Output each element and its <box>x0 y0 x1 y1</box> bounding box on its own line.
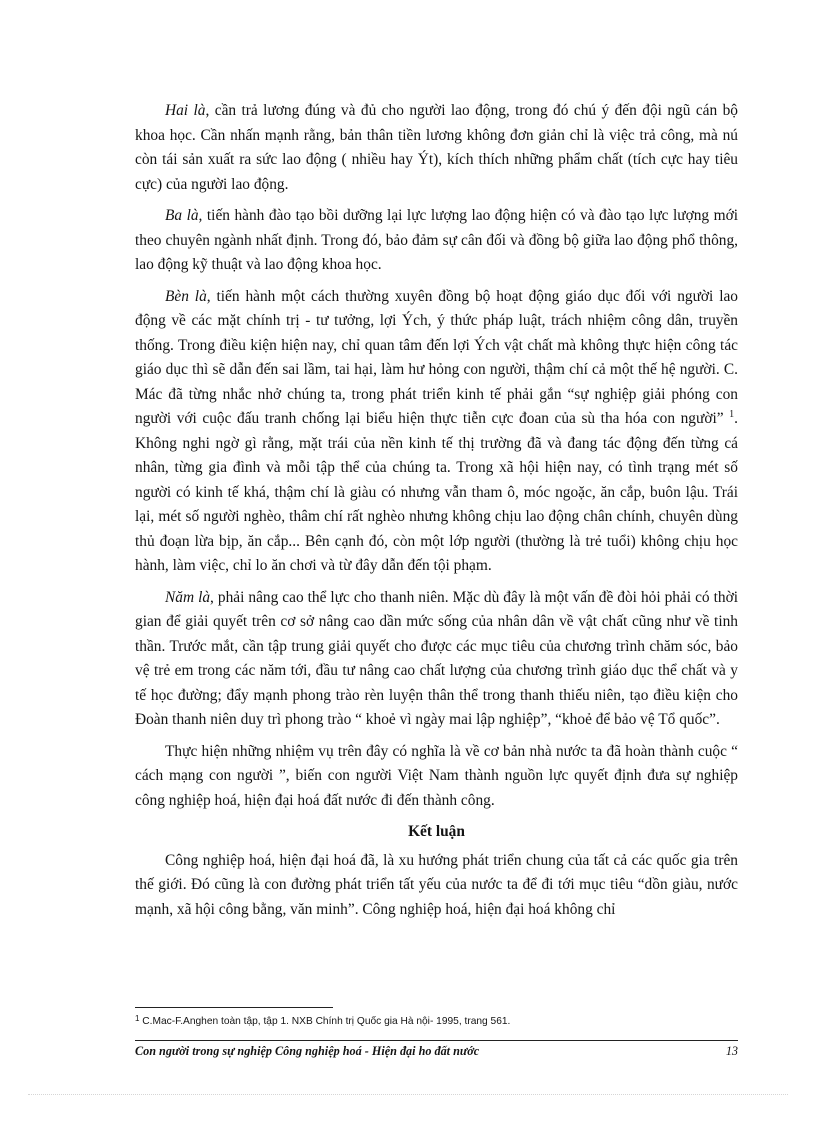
footnote-text: C.Mac-F.Anghen toàn tập, tập 1. NXB Chính trị Quốc gia Hà nội- 1995, trang 561. <box>139 1016 511 1027</box>
paragraph-text: . Không nghi ngờ gì rằng, mặt trái của nền kinh tế thị trường đã và đang tác động đến từng cá nhân, từng gia đình và mỗi tập thể của chúng ta. Trong xã hội hiện nay, có tình trạng mét số người có kinh tế khá, thậm chí là giàu có nhưng vẫn tham ô, móc ngoặc, ăn cắp, buôn lậu. Trái lại, mét số người nghèo, thâm chí rất nghèo nhưng không chịu lao động chân chính, chuyên dùng thủ đoạn lừa bịp, ăn cắp... Bên cạnh đó, còn một lớp người (thường là trẻ tuổi) không chịu học hành, làm việc, chỉ lo ăn chơi và từ đây dẫn đến tội phạm. <box>135 410 738 574</box>
paragraph-nam-la <box>135 586 738 733</box>
paragraph-ba-la <box>135 204 738 278</box>
paragraph-hai-la <box>135 99 738 197</box>
page-number: 13 <box>725 1044 738 1058</box>
footer-divider <box>135 1040 738 1041</box>
paragraph-conclusion <box>135 849 738 923</box>
footnote-marker: 1 <box>135 1014 140 1023</box>
paragraph-lead: Hai là <box>165 102 206 119</box>
section-heading: Kết luận <box>408 823 465 840</box>
page-bottom-border <box>28 1094 788 1095</box>
paragraph-text: Thực hiện những nhiệm vụ trên đây có nghĩa là về cơ bản nhà nước ta đã hoàn thành cuộc “ cách mạng con người ”, biến con người Việt Nam thành nguồn lực quyết định đưa sự nghiệp công nghiệp hoá, hiện đại hoá đất nước đi đến thành công. <box>135 742 738 809</box>
footer-title: Con người trong sự nghiệp Công nghiệp hoá - Hiện đại ho đất nước <box>135 1044 480 1058</box>
paragraph-text: tiến hành đào tạo bồi dưỡng lại lực lượng lao động hiện có và đào tạo lực lượng mới theo chuyên ngành nhất định. Trong đó, bảo đảm sự cân đối và đồng bộ giữa lao động phổ thông, lao động kỹ thuật và lao động khoa học. <box>135 207 738 273</box>
paragraph-thuc-hien <box>135 740 738 814</box>
paragraph-lead: Năm là <box>165 588 211 606</box>
footnote-separator <box>135 1007 333 1008</box>
footnote-reference[interactable]: 1 <box>729 409 735 420</box>
paragraph-text: , tiến hành một cách thường xuyên đồng bộ hoạt động giáo dục đối với người lao động về các mặt chính trị - tư tưởng, lợi Ých, ý thức pháp luật, trách nhiệm công dân, truyền thống. Trong điều kiện hiện nay, chỉ quan tâm đến lợi Ých vật chất mà không thực hiện công tác giáo dục thì sẽ dẫn đến sai lầm, tai hại, làm hư hỏng con người, thậm chí cả một thế hệ người. C. Mác đã từng nhắc nhở chúng ta, trong phát triển kinh tế phải gắn “sự nghiệp giải phóng con người với cuộc đấu tranh chống lại biểu hiện thực tiễn cực đoan của sù tha hóa con người” <box>135 287 739 427</box>
paragraph-bon-la <box>135 285 738 579</box>
paragraph-lead: Ba là, <box>165 207 203 224</box>
paragraph-text: Công nghiệp hoá, hiện đại hoá đã, là xu hướng phát triển chung của tất cả các quốc gia trên thế giới. Đó cũng là con đường phát triển tất yếu của nước ta để đi tới mục tiêu “dồn giàu, nước mạnh, xã hội công bằng, văn minh”. Công nghiệp hoá, hiện đại hoá không chỉ <box>135 851 738 918</box>
paragraph-text: , phải nâng cao thể lực cho thanh niên. Mặc dù đây là một vấn đề đòi hỏi phải có thời gian để giải quyết trên cơ sở nâng cao dần mức sống của nhân dân về vật chất cũng như về tinh thần. Trước mắt, cần tập trung giải quyết cho được các mục tiêu của chương trình chăm sóc, bảo vệ trẻ em trong các năm tới, đầu tư nâng cao chất lượng của chương trình giáo dục thể chất và y tế học đường; đẩy mạnh phong trào rèn luyện thân thể trong thanh thiếu niên, tạo điều kiện cho Đoàn thanh niên duy trì phong trào “ khoẻ vì ngày mai lập nghiệp”, “khoẻ để bảo vệ Tổ quốc”. <box>135 588 738 728</box>
paragraph-lead: Bèn là <box>165 287 207 305</box>
paragraph-text: , cần trả lương đúng và đủ cho người lao động, trong đó chú ý đến đội ngũ cán bộ khoa học. Cần nhấn mạnh rằng, bản thân tiền lương không đơn giản chỉ là việc trả công, mà nú còn tái sản xuất ra sức lao động ( nhiều hay Ýt), kích thích những phẩm chất (tích cực hay tiêu cực) của người lao động. <box>135 102 738 193</box>
body-text <box>135 99 738 922</box>
footnote <box>135 1015 738 1029</box>
